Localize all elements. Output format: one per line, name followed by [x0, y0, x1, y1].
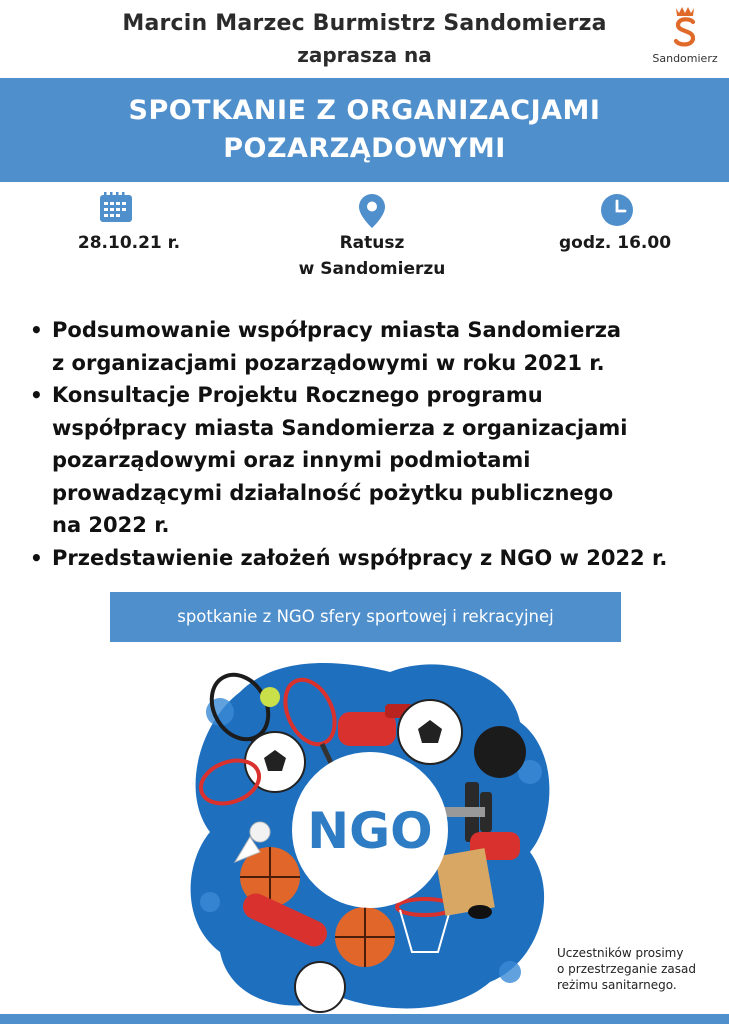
- invitation-text: zaprasza na: [297, 43, 432, 67]
- note-line-2: o przestrzeganie zasad: [557, 962, 696, 976]
- event-title-line-1: SPOTKANIE Z ORGANIZACJAMI: [128, 95, 601, 126]
- tennis-ball-icon: [260, 687, 280, 707]
- sports-illustration: [180, 652, 560, 1020]
- location-pin-icon: [358, 193, 386, 229]
- list-item: • Podsumowanie współpracy miasta Sandomierza: [30, 318, 622, 342]
- note-line-3: reżimu sanitarnego.: [557, 978, 677, 992]
- event-time: godz. 16.00: [558, 233, 672, 253]
- clock-icon: [600, 193, 634, 227]
- list-item: • Konsultacje Projektu Rocznego programu: [30, 383, 543, 407]
- basketball-icon: [474, 726, 526, 778]
- soccer-ball-icon: [398, 700, 462, 764]
- organizer-title: Marcin Marzec Burmistrz Sandomierza: [122, 11, 607, 36]
- wood-floor-icon: [435, 848, 495, 916]
- event-place: [262, 230, 482, 282]
- logo-caption: Sandomierz: [652, 52, 718, 65]
- list-item-continuation: na 2022 r.: [52, 513, 170, 537]
- list-item-continuation: współpracy miasta Sandomierza z organizacjami: [52, 415, 628, 440]
- soccer-ball-icon: [295, 962, 345, 1012]
- ngo-label: NGO: [307, 802, 433, 860]
- event-place-line-2: w Sandomierzu: [298, 259, 446, 279]
- event-title-line-2: POZARZĄDOWYMI: [223, 133, 506, 164]
- list-item: • Przedstawienie założeń współpracy z NGO w 2022 r.: [30, 545, 668, 570]
- event-place-line-1: Ratusz: [339, 233, 405, 253]
- city-logo: [648, 4, 722, 70]
- event-date: 28.10.21 r.: [77, 233, 181, 253]
- hockey-puck-icon: [468, 905, 492, 919]
- sanitary-note: [557, 945, 727, 993]
- note-line-1: Uczestników prosimy: [557, 946, 684, 960]
- bottom-bar: [0, 1014, 729, 1024]
- list-item-continuation: pozarządowymi oraz innymi podmiotami: [52, 448, 531, 472]
- soccer-ball-icon: [245, 732, 305, 792]
- title-banner: [0, 78, 729, 182]
- agenda-list: [30, 314, 720, 574]
- list-item-continuation: z organizacjami pozarządowymi w roku 2021 r.: [52, 350, 605, 375]
- sub-banner: spotkanie z NGO sfery sportowej i rekracyjnej: [110, 592, 621, 642]
- sandomierz-crown-logo-icon: [668, 4, 702, 50]
- list-item-continuation: prowadzącymi działalność pożytku publicznego: [52, 480, 614, 505]
- calendar-icon: [99, 191, 133, 223]
